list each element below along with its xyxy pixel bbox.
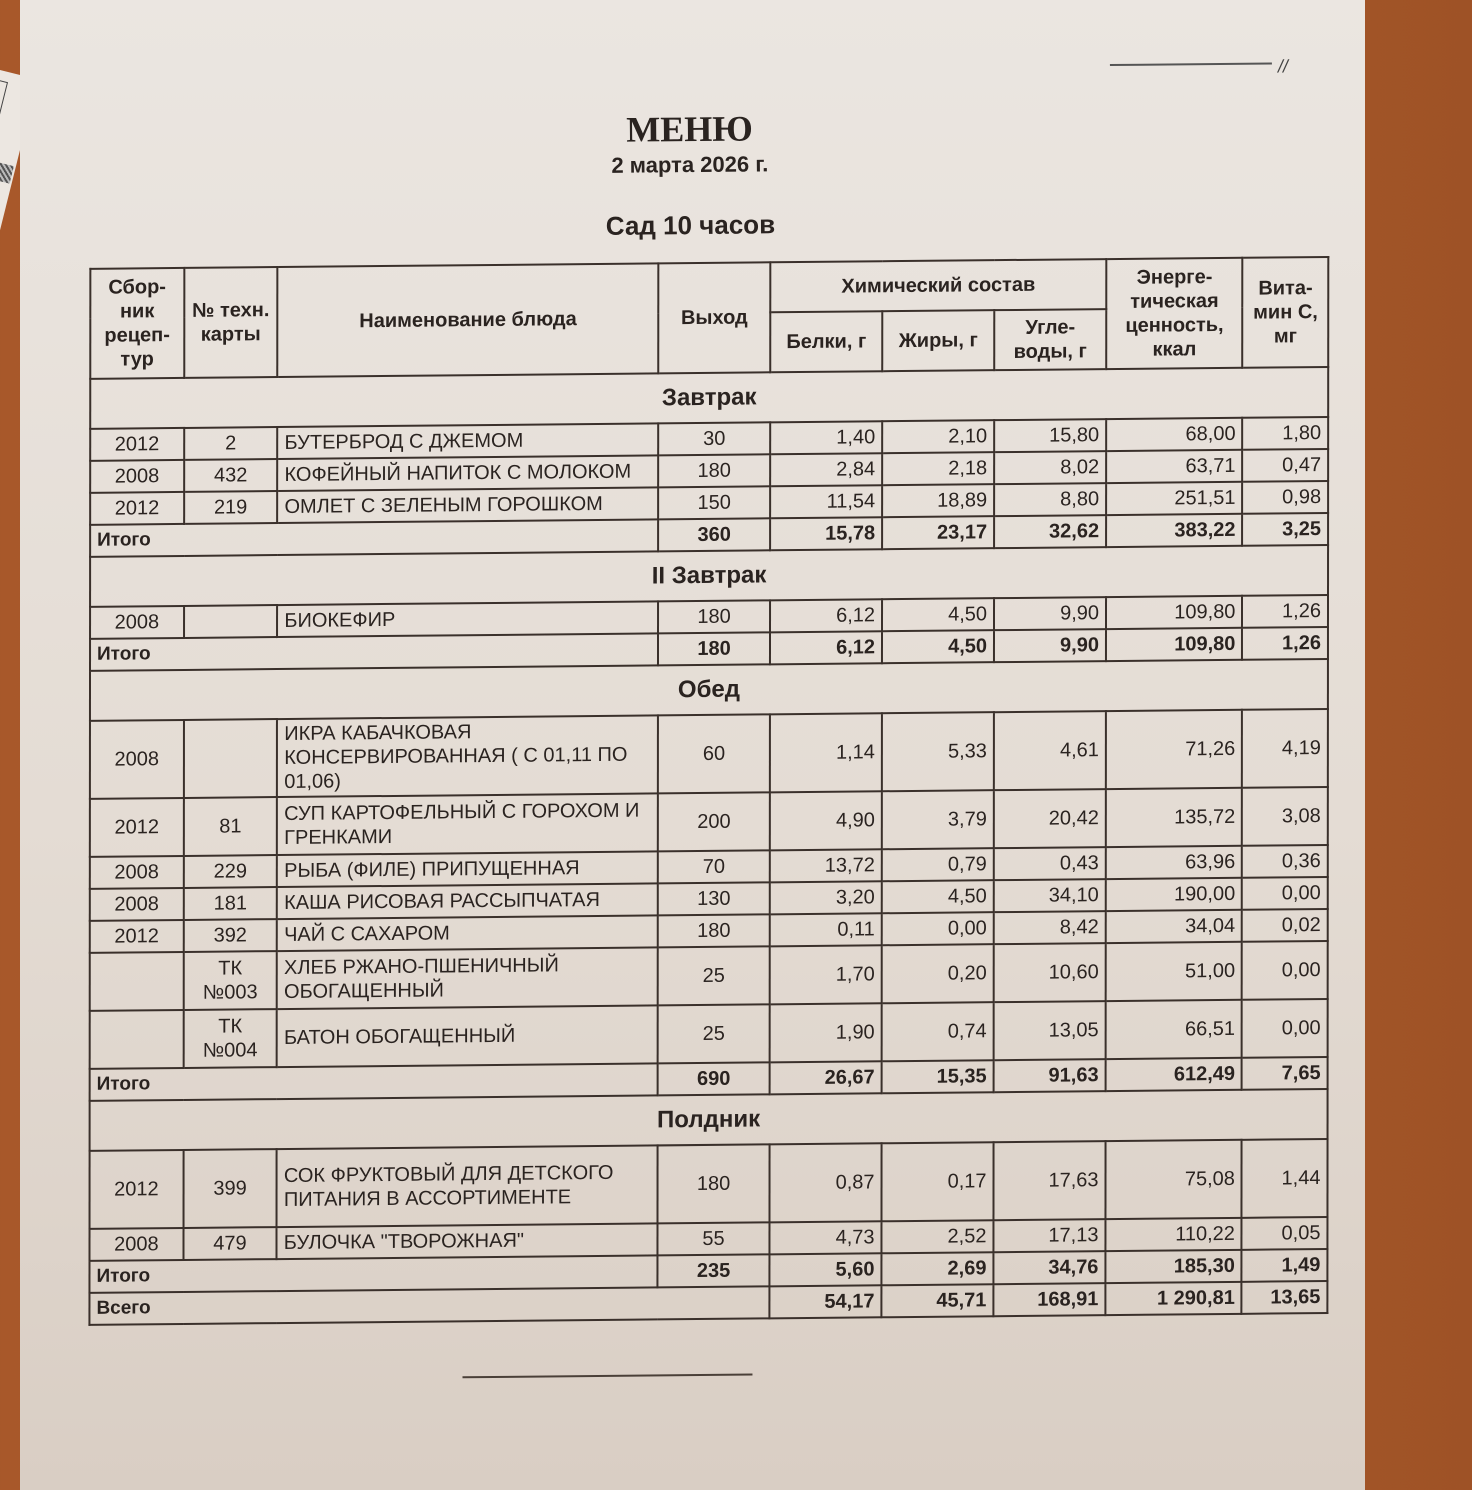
cell-source: 2008 (90, 460, 184, 493)
cell-source (90, 1010, 184, 1069)
total-carbs: 32,62 (994, 515, 1106, 548)
total-output: 360 (658, 518, 770, 551)
cell-protein: 6,12 (770, 599, 882, 632)
header-energy: Энерге-тическая ценность, ккал (1106, 258, 1243, 369)
cell-fat: 3,79 (882, 790, 994, 849)
total-output: 690 (658, 1062, 770, 1095)
cell-dish-name: ИКРА КАБАЧКОВАЯ КОНСЕРВИРОВАННАЯ ( С 01,11 ПО 01,06) (277, 715, 658, 797)
total-carbs: 34,76 (993, 1251, 1105, 1284)
cell-source: 2012 (90, 920, 184, 953)
cell-tech-card: 432 (184, 459, 278, 492)
cell-tech-card: 229 (183, 855, 277, 888)
section-title: Обед (90, 659, 1328, 721)
cell-tech-card: 219 (184, 491, 278, 524)
cell-energy: 190,00 (1106, 878, 1242, 911)
cell-carbs: 13,05 (994, 1001, 1106, 1060)
section-title: Завтрак (90, 367, 1328, 429)
cell-tech-card: 399 (183, 1149, 277, 1228)
header-vitamin-c: Вита-мин С, мг (1243, 257, 1329, 368)
bottom-signature-line (462, 1374, 752, 1379)
table-row (90, 709, 1328, 799)
cell-fat: 0,17 (882, 1142, 994, 1221)
cell-energy: 63,96 (1106, 846, 1242, 879)
total-carbs: 91,63 (994, 1059, 1106, 1092)
cell-output: 180 (658, 454, 770, 487)
cell-protein: 2,84 (770, 453, 882, 486)
cell-dish-name: РЫБА (ФИЛЕ) ПРИПУЩЕННАЯ (277, 851, 658, 887)
menu-table (88, 256, 1329, 1326)
cell-energy: 34,04 (1106, 910, 1242, 943)
cell-output: 180 (658, 1144, 770, 1223)
header-tech-card: № техн. карты (184, 267, 278, 378)
cell-energy: 71,26 (1106, 710, 1242, 789)
cell-protein: 1,90 (770, 1003, 882, 1062)
cell-energy: 75,08 (1105, 1140, 1241, 1219)
cell-energy: 110,22 (1105, 1218, 1241, 1251)
cell-protein: 4,90 (770, 791, 882, 850)
cell-dish-name: ЧАЙ С САХАРОМ (277, 915, 658, 951)
cell-tech-card: ТК №003 (183, 951, 277, 1010)
cell-vitamin: 0,00 (1242, 941, 1328, 1000)
total-label: Итого (90, 633, 658, 670)
cell-carbs: 17,13 (993, 1219, 1105, 1252)
total-label: Итого (89, 1255, 657, 1292)
cell-tech-card: 392 (183, 919, 277, 952)
cell-protein: 1,40 (770, 421, 882, 454)
grand-total-vitamin: 13,65 (1242, 1281, 1328, 1314)
cell-protein: 0,11 (770, 913, 882, 946)
cell-energy: 251,51 (1106, 482, 1242, 515)
cell-energy: 63,71 (1106, 450, 1242, 483)
cell-dish-name: БУТЕРБРОД С ДЖЕМОМ (277, 423, 658, 459)
cell-carbs: 17,63 (994, 1141, 1106, 1220)
cell-vitamin: 1,44 (1242, 1139, 1328, 1218)
cell-carbs: 20,42 (994, 789, 1106, 848)
header-carbs: Угле-воды, г (994, 309, 1106, 370)
total-protein: 26,67 (770, 1061, 882, 1094)
total-protein: 5,60 (770, 1253, 882, 1286)
cell-protein: 4,73 (770, 1221, 882, 1254)
cell-dish-name: БУЛОЧКА "ТВОРОЖНАЯ" (277, 1223, 658, 1259)
cell-fat: 18,89 (882, 484, 994, 517)
total-fat: 15,35 (882, 1060, 994, 1093)
cell-vitamin: 0,98 (1243, 481, 1329, 514)
cell-source: 2008 (90, 720, 184, 799)
cell-source: 2008 (90, 606, 184, 639)
cell-carbs: 8,02 (994, 451, 1106, 484)
cell-tech-card: 479 (183, 1227, 277, 1260)
total-energy: 383,22 (1106, 514, 1242, 547)
cell-source: 2012 (90, 798, 184, 857)
cell-output: 150 (658, 486, 770, 519)
cell-energy: 135,72 (1106, 788, 1242, 847)
cell-carbs: 8,80 (994, 483, 1106, 516)
cell-fat: 0,00 (882, 912, 994, 945)
total-energy: 185,30 (1105, 1250, 1241, 1283)
total-label: Итого (90, 1063, 658, 1100)
cell-vitamin: 0,00 (1242, 999, 1328, 1058)
cell-output: 180 (658, 600, 770, 633)
header-protein: Белки, г (770, 311, 882, 372)
cell-fat: 4,50 (882, 880, 994, 913)
cell-fat: 2,10 (882, 420, 994, 453)
cell-carbs: 9,90 (994, 597, 1106, 630)
cell-tech-card: ТК №004 (183, 1009, 277, 1068)
table-body (89, 367, 1328, 1325)
cell-dish-name: СУП КАРТОФЕЛЬНЫЙ С ГОРОХОМ И ГРЕНКАМИ (277, 793, 658, 855)
cell-vitamin: 0,47 (1243, 449, 1329, 482)
cell-vitamin: 0,36 (1242, 845, 1328, 878)
cell-output: 25 (658, 1004, 770, 1063)
section-title: II Завтрак (90, 545, 1328, 607)
table-header (90, 257, 1328, 379)
header-chemical-composition: Химический состав (770, 259, 1106, 312)
cell-fat: 2,18 (882, 452, 994, 485)
cell-protein: 3,20 (770, 881, 882, 914)
cell-source (90, 952, 184, 1011)
total-vitamin: 1,49 (1242, 1249, 1328, 1282)
grand-total-energy: 1 290,81 (1105, 1282, 1241, 1315)
header-source: Сбор-ник рецеп-тур (90, 268, 184, 379)
cell-vitamin: 0,00 (1242, 877, 1328, 910)
cell-tech-card: 181 (183, 887, 277, 920)
total-carbs: 9,90 (994, 629, 1106, 662)
cell-vitamin: 4,19 (1242, 709, 1328, 788)
approval-signature-line (1110, 62, 1272, 66)
cell-output: 130 (658, 882, 770, 915)
cell-energy: 109,80 (1106, 596, 1242, 629)
total-energy: 612,49 (1106, 1058, 1242, 1091)
cell-protein: 0,87 (770, 1143, 882, 1222)
cell-source: 2012 (90, 492, 184, 525)
total-fat: 23,17 (882, 516, 994, 549)
cell-source: 2008 (89, 1228, 183, 1261)
cell-fat: 0,79 (882, 848, 994, 881)
total-output: 180 (658, 632, 770, 665)
cell-output: 30 (658, 422, 770, 455)
cell-vitamin: 0,05 (1242, 1217, 1328, 1250)
cell-output: 55 (658, 1222, 770, 1255)
cell-dish-name: ХЛЕБ РЖАНО-ПШЕНИЧНЫЙ ОБОГАЩЕННЫЙ (277, 947, 658, 1009)
cell-output: 60 (658, 714, 770, 793)
cell-source: 2012 (90, 1150, 184, 1229)
total-energy: 109,80 (1106, 628, 1242, 661)
cell-dish-name: БАТОН ОБОГАЩЕННЫЙ (277, 1005, 658, 1067)
total-label: Итого (90, 519, 658, 556)
total-protein: 6,12 (770, 631, 882, 664)
cell-output: 180 (658, 914, 770, 947)
approval-signature-mark: // (1277, 56, 1289, 77)
cell-fat: 0,74 (882, 1002, 994, 1061)
cell-tech-card: 81 (184, 797, 278, 856)
cell-energy: 66,51 (1106, 1000, 1242, 1059)
table-row (90, 1139, 1328, 1229)
total-fat: 4,50 (882, 630, 994, 663)
grand-total-fat: 45,71 (881, 1284, 993, 1317)
cell-dish-name: КОФЕЙНЫЙ НАПИТОК С МОЛОКОМ (277, 455, 658, 491)
total-vitamin: 7,65 (1242, 1057, 1328, 1090)
cell-vitamin: 3,08 (1242, 787, 1328, 846)
cell-output: 25 (658, 946, 770, 1005)
cell-source: 2008 (90, 888, 184, 921)
grand-total-label: Всего (89, 1286, 769, 1325)
cell-carbs: 34,10 (994, 879, 1106, 912)
cell-carbs: 10,60 (994, 943, 1106, 1002)
cell-tech-card: 2 (184, 427, 278, 460)
cell-tech-card (184, 605, 278, 638)
cell-vitamin: 0,02 (1242, 909, 1328, 942)
cell-dish-name: БИОКЕФИР (277, 601, 658, 637)
cell-fat: 4,50 (882, 598, 994, 631)
cell-carbs: 8,42 (994, 911, 1106, 944)
header-fat: Жиры, г (882, 310, 994, 371)
section-title: Полдник (90, 1089, 1328, 1151)
cell-carbs: 15,80 (994, 419, 1106, 452)
cell-carbs: 0,43 (994, 847, 1106, 880)
cell-protein: 1,14 (770, 713, 882, 792)
cell-protein: 11,54 (770, 485, 882, 518)
cell-tech-card (184, 719, 278, 798)
cell-energy: 51,00 (1106, 942, 1242, 1001)
cell-fat: 5,33 (882, 712, 994, 791)
cell-protein: 1,70 (770, 945, 882, 1004)
cell-energy: 68,00 (1106, 418, 1242, 451)
cell-dish-name: СОК ФРУКТОВЫЙ ДЛЯ ДЕТСКОГО ПИТАНИЯ В АССОРТИМЕНТЕ (277, 1145, 658, 1227)
grand-total-protein: 54,17 (769, 1285, 881, 1318)
total-vitamin: 3,25 (1242, 513, 1328, 546)
cell-dish-name: КАША РИСОВАЯ РАССЫПЧАТАЯ (277, 883, 658, 919)
cell-output: 200 (658, 792, 770, 851)
cell-source: 2008 (90, 856, 184, 889)
document-date: 2 марта 2026 г. (611, 151, 769, 178)
total-protein: 15,78 (770, 517, 882, 550)
total-vitamin: 1,26 (1242, 627, 1328, 660)
document-title: МЕНЮ (626, 108, 753, 150)
cell-output: 70 (658, 850, 770, 883)
cell-protein: 13,72 (770, 849, 882, 882)
grand-total-carbs: 168,91 (993, 1283, 1105, 1316)
total-fat: 2,69 (881, 1252, 993, 1285)
document-subtitle: Сад 10 часов (605, 209, 776, 241)
header-output: Выход (658, 262, 770, 373)
header-dish-name: Наименование блюда (278, 263, 659, 377)
cell-fat: 2,52 (882, 1220, 994, 1253)
cell-fat: 0,20 (882, 944, 994, 1003)
total-output: 235 (658, 1254, 770, 1287)
cell-carbs: 4,61 (994, 711, 1106, 790)
cell-vitamin: 1,80 (1243, 417, 1329, 450)
cell-dish-name: ОМЛЕТ С ЗЕЛЕНЫМ ГОРОШКОМ (277, 487, 658, 523)
cell-vitamin: 1,26 (1242, 595, 1328, 628)
cell-source: 2012 (90, 428, 184, 461)
